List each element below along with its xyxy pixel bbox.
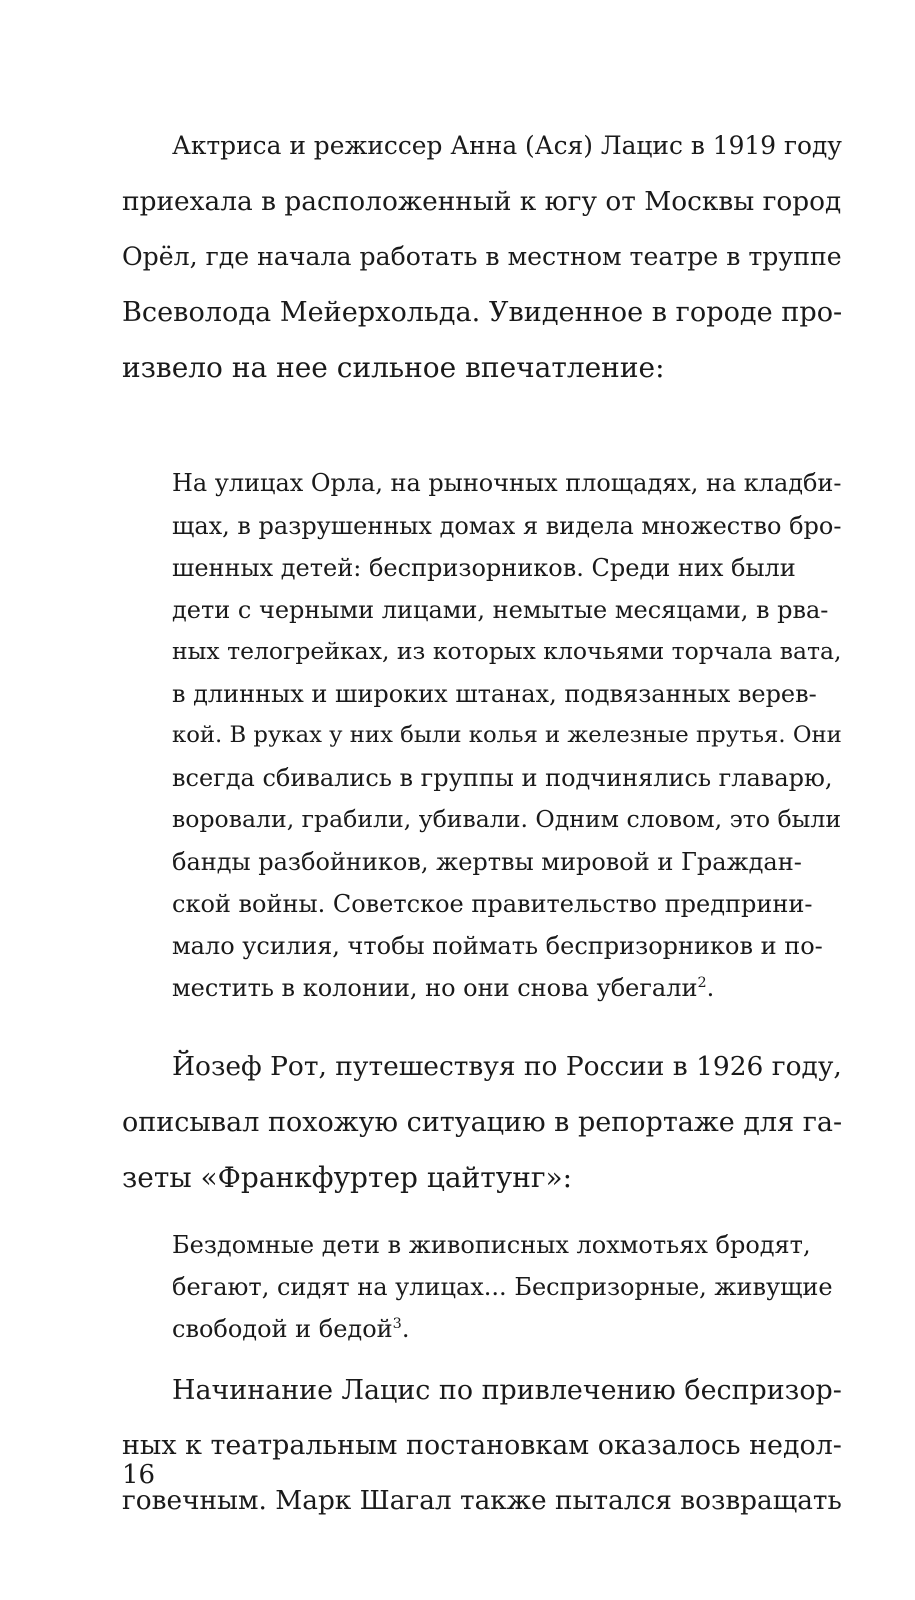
- quote-line: в длинных и широких штанах, подвязанных верев-: [172, 680, 817, 708]
- text-line: Йозеф Рот, путешествуя по России в 1926 году,: [172, 1051, 842, 1082]
- quote-line: На улицах Орла, на рыночных площадях, на кладби-: [172, 469, 842, 497]
- text-line: Начинание Лацис по привлечению беспризор-: [172, 1375, 842, 1406]
- quote-line: всегда сбивались в группы и подчинялись главарю,: [172, 764, 833, 792]
- footnote-ref-3[interactable]: 3: [392, 1316, 402, 1332]
- quote-text: местить в колонии, но они снова убегали: [172, 974, 698, 1002]
- text-line: приехала в расположенный к югу от Москвы город: [122, 187, 842, 217]
- quote-line: Бездомные дети в живописных лохмотьях бродят,: [172, 1231, 811, 1259]
- quote-line: кой. В руках у них были колья и железные прутья. Они: [172, 722, 842, 748]
- page-number: 16: [122, 1460, 156, 1490]
- quote-line-last: [172, 1317, 409, 1341]
- text-line: описывал похожую ситуацию в репортаже для га-: [122, 1107, 843, 1138]
- quote-line: ных телогрейках, из которых клочьями торчала вата,: [172, 637, 842, 665]
- text-line: ных к театральным постановкам оказалось недол-: [122, 1430, 842, 1461]
- footnote-ref-2[interactable]: 2: [697, 975, 707, 991]
- quote-line: щах, в разрушенных домах я видела множество бро-: [172, 512, 842, 540]
- text-line: извело на нее сильное впечатление:: [122, 351, 665, 384]
- text-line: Всеволода Мейерхольда. Увиденное в городе про-: [122, 297, 843, 328]
- quote-line: шенных детей: беспризорников. Среди них были: [172, 554, 796, 582]
- quote-line: ской войны. Советское правительство предприни-: [172, 890, 813, 918]
- text-line: Актриса и режиссер Анна (Ася) Лацис в 1919 году: [172, 131, 842, 160]
- text-line: говечным. Марк Шагал также пытался возвращать: [122, 1486, 842, 1516]
- quote-line-last: [172, 976, 714, 1000]
- quote-end: .: [401, 1315, 410, 1343]
- quote-line: бегают, сидят на улицах... Беспризорные, живущие: [172, 1273, 833, 1301]
- text-line: Орёл, где начала работать в местном театре в труппе: [122, 242, 842, 271]
- quote-line: воровали, грабили, убивали. Одним словом, это были: [172, 805, 842, 833]
- quote-end: .: [706, 974, 715, 1002]
- quote-line: банды разбойников, жертвы мировой и Граждан-: [172, 848, 802, 876]
- text-line: зеты «Франкфуртер цайтунг»:: [122, 1161, 573, 1194]
- quote-line: мало усилия, чтобы поймать беспризорников и по-: [172, 932, 823, 960]
- quote-text: свободой и бедой: [172, 1315, 393, 1343]
- quote-line: дети с черными лицами, немытые месяцами, в рва-: [172, 596, 829, 624]
